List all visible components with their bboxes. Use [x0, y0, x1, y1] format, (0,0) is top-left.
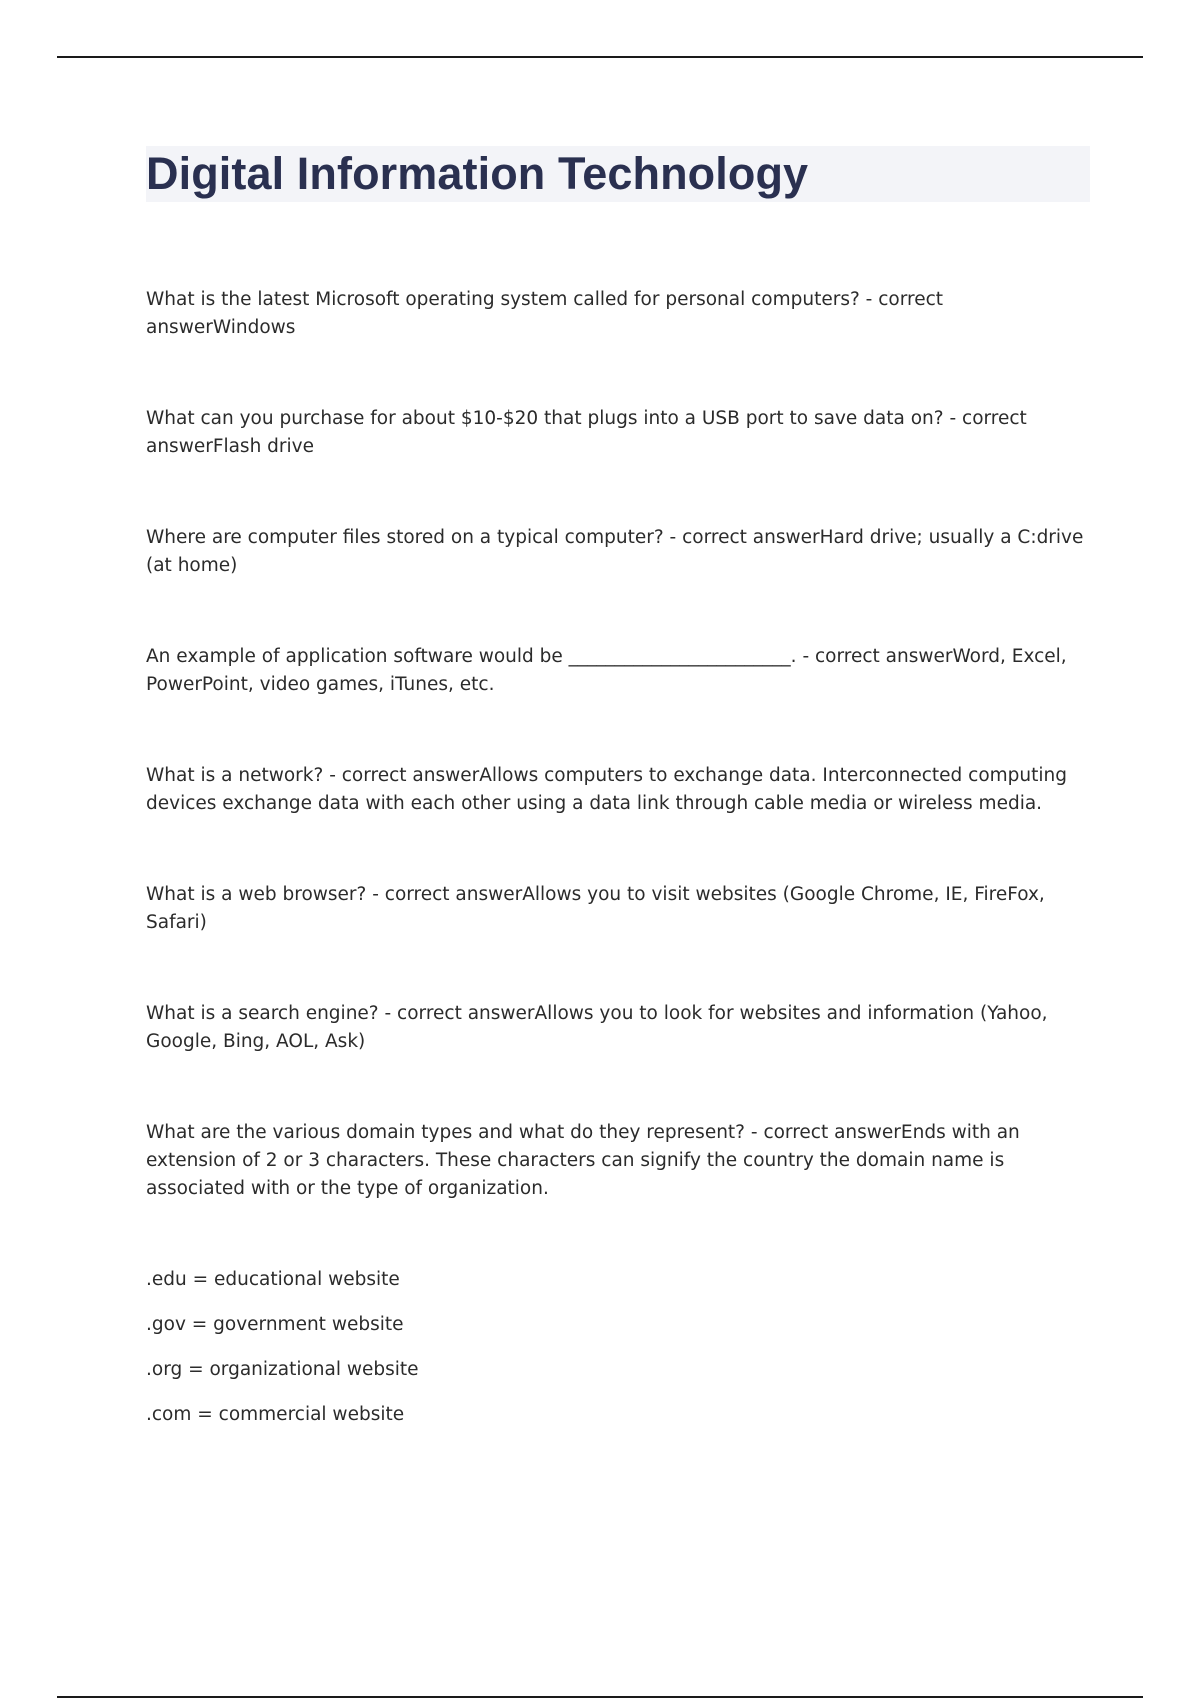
- qa-item: What is a search engine? - correct answerAllows you to look for websites and information (Yahoo, Google, Bing, AOL, Ask): [146, 1003, 1048, 1052]
- domain-list-item: .gov = government website: [146, 1314, 404, 1335]
- qa-item: What is a network? - correct answerAllows computers to exchange data. Interconnected computing devices exchange data with each other using a data link through cable media or wireless media.: [146, 765, 1068, 814]
- qa-item: What can you purchase for about $10-$20 that plugs into a USB port to save data on? - correct answerFlash drive: [146, 408, 1027, 457]
- title-band: [146, 146, 1090, 202]
- qa-item: What is a web browser? - correct answerAllows you to visit websites (Google Chrome, IE, FireFox, Safari): [146, 884, 1045, 933]
- qa-item: What is the latest Microsoft operating system called for personal computers? - correct answerWindows: [146, 289, 944, 338]
- domain-list: [146, 1266, 1090, 1429]
- bottom-rule: [57, 1696, 1143, 1698]
- qa-item: An example of application software would be ________________________. - correct answerWord, Excel, PowerPoint, video games, iTunes, etc.: [146, 646, 1067, 695]
- domain-list-item: .org = organizational website: [146, 1359, 419, 1380]
- qa-list: [146, 286, 1090, 1203]
- domain-list-item: .edu = educational website: [146, 1269, 400, 1290]
- document-title: Digital Information Technology: [146, 148, 809, 199]
- domain-list-item: .com = commercial website: [146, 1404, 405, 1425]
- top-rule: [57, 56, 1143, 58]
- qa-item: Where are computer files stored on a typical computer? - correct answerHard drive; usually a C:drive (at home): [146, 527, 1084, 576]
- qa-item: What are the various domain types and what do they represent? - correct answerEnds with an extension of 2 or 3 characters. These characters can signify the country the domain name is associated with or the type of organization.: [146, 1122, 1020, 1199]
- document-body: [146, 146, 1090, 1446]
